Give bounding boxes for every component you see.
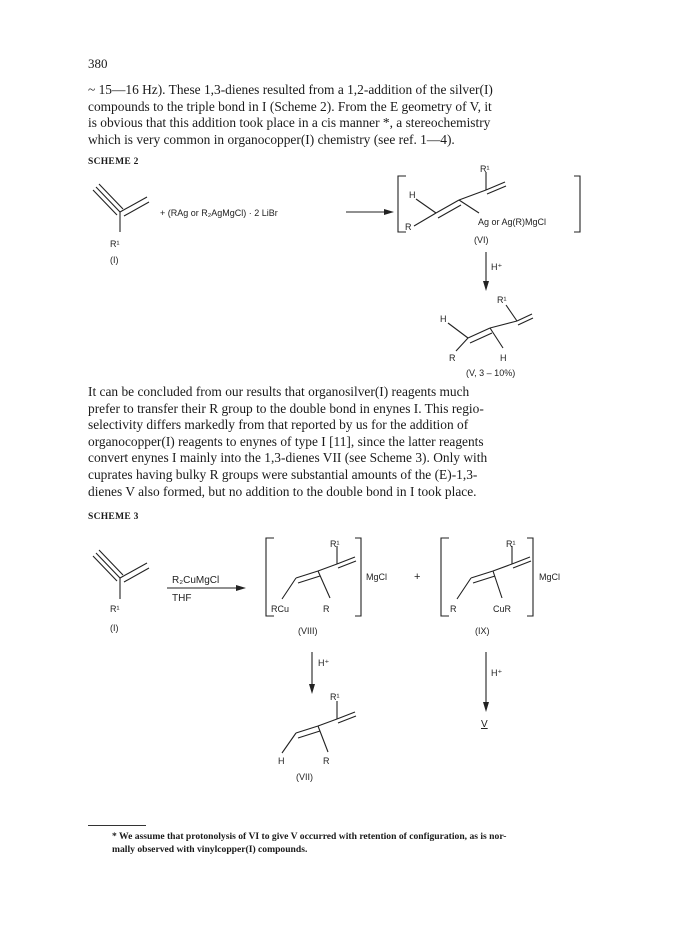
compound-viii-structure (282, 546, 356, 599)
bracket-right (355, 538, 361, 616)
arrowhead (384, 209, 394, 215)
bracket-right (574, 176, 580, 232)
footnote (112, 830, 582, 856)
text-line: prefer to transfer their R group to the double bond in enynes I. This regio- (88, 400, 484, 416)
bracket-left (441, 538, 449, 616)
atom-label: H (440, 314, 447, 324)
atom-label: R (449, 353, 456, 363)
atom-label: H (409, 190, 416, 200)
arrowhead (236, 585, 246, 591)
substituent-label: R¹ (330, 692, 340, 702)
atom-label: H (278, 756, 285, 766)
text-line: selectivity differs markedly from that reported by us for the addition of (88, 417, 469, 433)
compound-label: (VI) (474, 235, 489, 245)
arrowhead (483, 702, 489, 712)
text-line: is obvious that this addition took place in a cis manner *, a stereochemistry (88, 115, 491, 131)
text-line: cuprates having bulky R groups were substantial amounts of the (E)-1,3- (88, 466, 478, 482)
text-line: which is very common in organocopper(I) chemistry (see ref. 1—4). (88, 131, 455, 147)
compound-label: (I) (110, 255, 119, 265)
bracket-right (527, 538, 533, 616)
text-line: It can be concluded from our results that organosilver(I) reagents much (88, 384, 470, 399)
counterion-label: MgCl (539, 572, 561, 582)
proton-label: H⁺ (318, 658, 330, 668)
atom-label: R (323, 756, 330, 766)
arrowhead (309, 684, 315, 694)
substituent-label: R¹ (110, 604, 120, 614)
reagent-text: R₂CuMgCl (172, 575, 220, 586)
proton-label: H⁺ (491, 262, 503, 272)
plus-sign: + (414, 571, 421, 583)
metal-label: RCu (271, 604, 290, 614)
atom-label: R (323, 604, 330, 614)
metal-label: Ag or Ag(R)MgCl (478, 217, 547, 227)
text-line: compounds to the triple bond in I (Scheme 2). From the E geometry of V, it (88, 98, 492, 114)
atom-label: R (450, 604, 457, 614)
compound-label: (VII) (296, 772, 313, 782)
substituent-label: R¹ (497, 295, 507, 305)
compound-vii-structure (282, 701, 356, 753)
arrowhead (483, 281, 489, 291)
compound-label: (V, 3 – 10%) (466, 368, 516, 378)
compound-ix-structure (457, 546, 531, 599)
reagent-text: + (RAg or R₂AgMgCl) · 2 LiBr (160, 208, 278, 218)
scheme-3-label: SCHEME 3 (88, 512, 139, 522)
scheme-2-enyne-structure (93, 184, 149, 232)
substituent-label: R¹ (110, 239, 120, 249)
text-line: ~ 15—16 Hz). These 1,3-dienes resulted from a 1,2-addition of the silver(I) (88, 82, 493, 97)
footnote-line: * We assume that protonolysis of VI to give V occurred with retention of configuration, as is nor- (112, 831, 507, 842)
metal-label: CuR (493, 604, 512, 614)
substituent-label: R¹ (330, 539, 340, 549)
substituent-label: R¹ (480, 164, 490, 174)
scheme-3-enyne-structure (93, 550, 149, 599)
compound-v-structure (448, 305, 533, 351)
atom-label: H (500, 353, 507, 363)
compound-label: (VIII) (298, 626, 318, 636)
atom-label: R (405, 222, 412, 232)
text-line: convert enynes I mainly into the 1,3-dienes VII (see Scheme 3). Only with (88, 450, 488, 466)
proton-label: H⁺ (491, 668, 503, 678)
text-line: dienes V also formed, but no addition to the double bond in I took place. (88, 483, 477, 499)
footnote-divider (88, 825, 146, 826)
compound-label: (I) (110, 623, 119, 633)
compound-label: (IX) (475, 626, 490, 636)
compound-label: V (481, 719, 488, 730)
footnote-line: mally observed with vinylcopper(I) compounds. (112, 844, 308, 855)
counterion-label: MgCl (366, 572, 388, 582)
solvent-text: THF (172, 593, 192, 604)
substituent-label: R¹ (506, 539, 516, 549)
scheme-2-label: SCHEME 2 (88, 157, 139, 167)
text-line: organocopper(I) reagents to enynes of type I [11], since the latter reagents (88, 433, 484, 449)
page-number: 380 (88, 56, 108, 71)
